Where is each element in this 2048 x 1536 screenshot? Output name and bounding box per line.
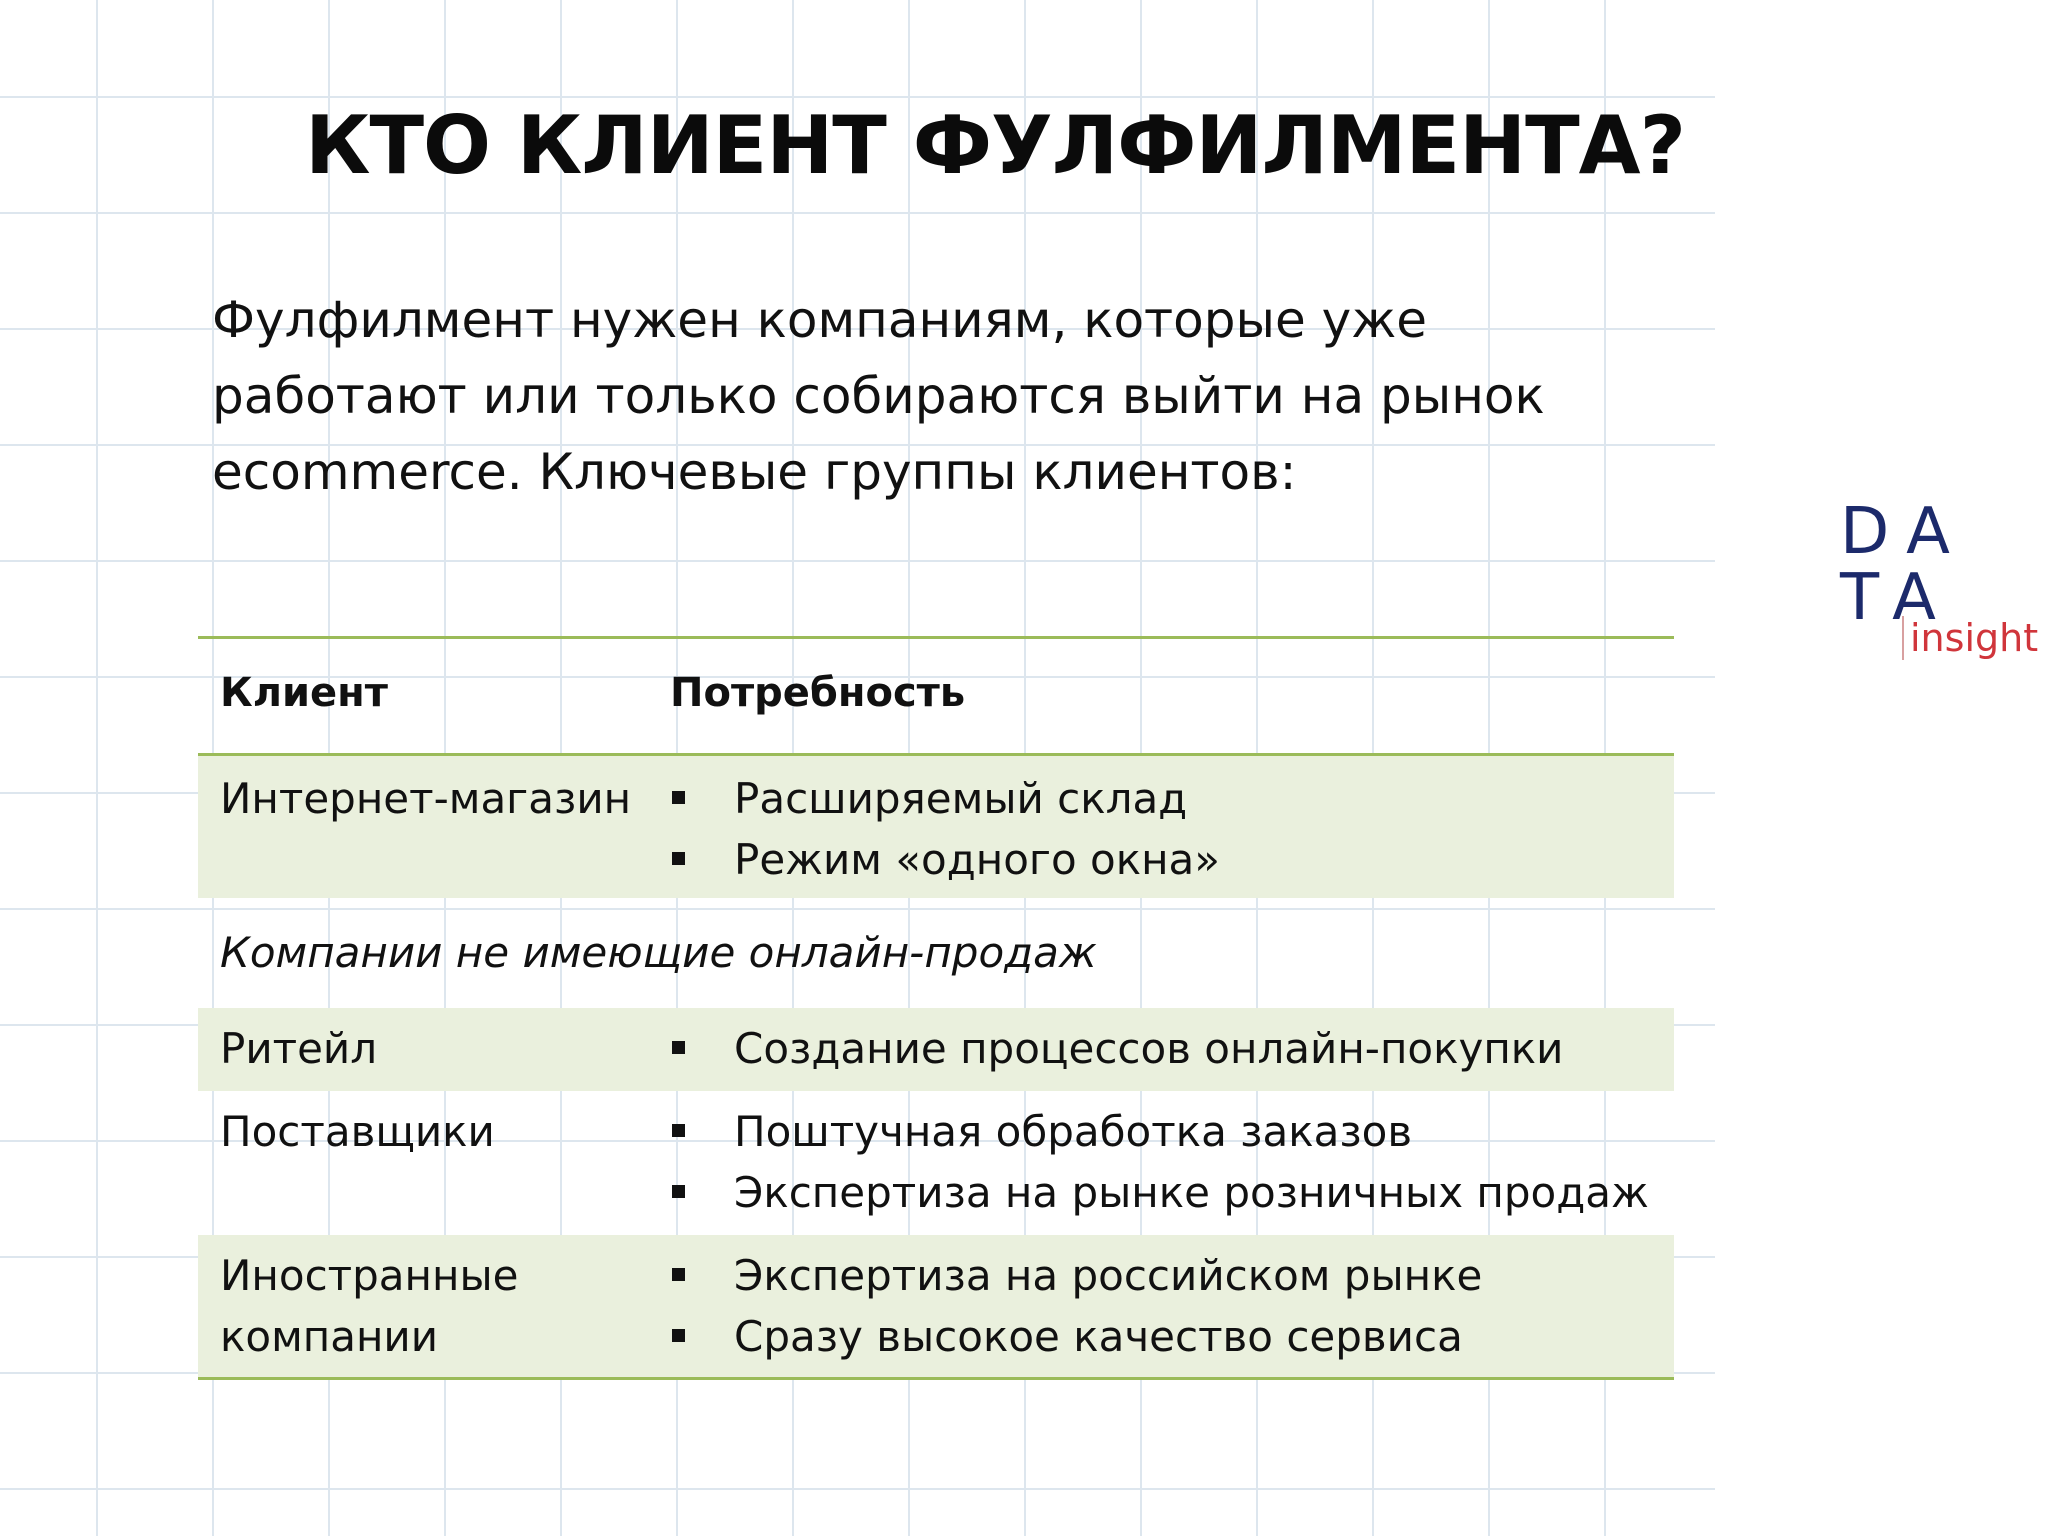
client-needs	[650, 1018, 1674, 1091]
client-name-line-2: компании	[220, 1312, 438, 1361]
need-text: Экспертиза на российском рынке	[734, 1251, 1483, 1300]
client-name: Интернет-магазин	[220, 774, 632, 823]
need-item	[670, 1162, 1674, 1223]
right-panel	[1715, 0, 2048, 1536]
client-name-line-1: Иностранные	[220, 1251, 519, 1300]
data-insight-logo	[1836, 495, 2041, 668]
need-text: Режим «одного окна»	[734, 835, 1220, 884]
logo-line-2: TA	[1840, 561, 1954, 635]
client-needs	[650, 1245, 1674, 1377]
bullet-square-icon	[672, 791, 685, 804]
bullet-square-icon	[672, 1329, 685, 1342]
intro-line-1: Фулфилмент нужен компаниям, которые уже	[212, 291, 1428, 349]
table-row	[198, 1008, 1674, 1091]
need-text: Создание процессов онлайн-покупки	[734, 1024, 1564, 1073]
table-row	[198, 1091, 1674, 1235]
client-name: Ритейл	[220, 1024, 378, 1073]
client-needs	[650, 1101, 1674, 1235]
client-name	[198, 1245, 650, 1377]
table-header-row	[198, 639, 1674, 756]
bullet-square-icon	[672, 852, 685, 865]
need-text: Расширяемый склад	[734, 774, 1188, 823]
need-item	[670, 1018, 1674, 1079]
need-item	[670, 768, 1674, 829]
header-client: Клиент	[220, 670, 388, 716]
logo-line-1: DA	[1840, 495, 1968, 569]
bullet-square-icon	[672, 1124, 685, 1137]
clients-table	[198, 636, 1674, 1380]
bullet-square-icon	[672, 1041, 685, 1054]
need-item	[670, 1245, 1674, 1306]
intro-line-2: работают или только собираются выйти на рынок	[212, 367, 1545, 425]
bullet-square-icon	[672, 1185, 685, 1198]
need-text: Поштучная обработка заказов	[734, 1107, 1413, 1156]
slide-title: КТО КЛИЕНТ ФУЛФИЛМЕНТА?	[305, 99, 1685, 192]
table-row	[198, 1235, 1674, 1377]
client-needs	[650, 768, 1674, 898]
intro-line-3: ecommerce. Ключевые группы клиентов:	[212, 443, 1297, 501]
logo-subtitle: insight	[1902, 616, 2038, 660]
client-name: Поставщики	[220, 1107, 495, 1156]
need-text: Сразу высокое качество сервиса	[734, 1312, 1463, 1361]
need-item	[670, 1101, 1674, 1162]
header-need: Потребность	[670, 670, 966, 716]
table-row	[198, 756, 1674, 898]
need-item	[670, 1306, 1674, 1367]
need-item	[670, 829, 1674, 890]
intro-text	[212, 282, 1592, 510]
group-label-row	[198, 898, 1674, 1008]
need-text: Экспертиза на рынке розничных продаж	[734, 1168, 1649, 1217]
group-label: Компании не имеющие онлайн-продаж	[220, 928, 1097, 977]
bullet-square-icon	[672, 1268, 685, 1281]
